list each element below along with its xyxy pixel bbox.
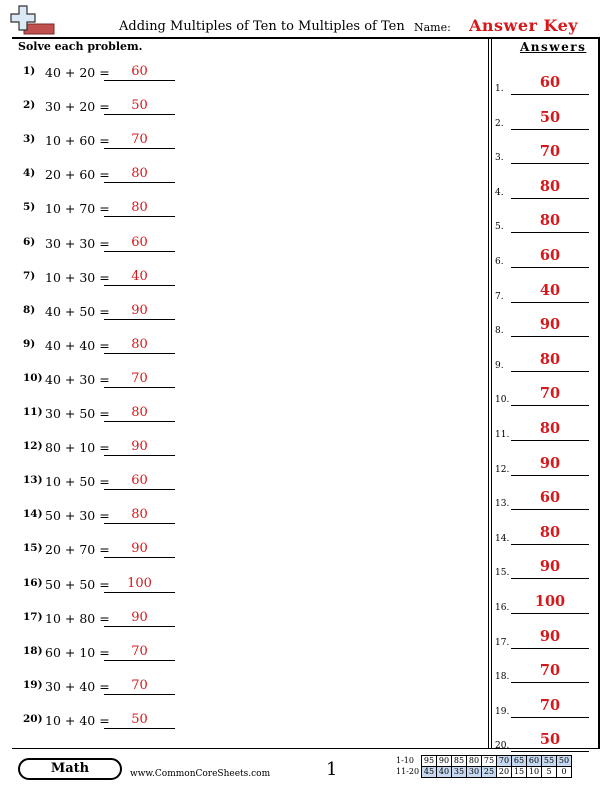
answer-line xyxy=(104,660,175,661)
score-cell: 20 xyxy=(497,767,512,778)
problem-number: 18) xyxy=(23,644,43,657)
problem-answer: 50 xyxy=(131,98,148,114)
problem-answer: 60 xyxy=(131,234,148,250)
problem-expression: 10 + 50 = xyxy=(45,474,110,490)
problem-answer: 40 xyxy=(131,268,148,284)
answer-key-value: 70 xyxy=(539,696,561,714)
problem-number: 20) xyxy=(23,712,43,725)
problem-expression: 40 + 50 = xyxy=(45,303,110,319)
answer-key-line xyxy=(511,198,589,199)
answer-line xyxy=(104,592,175,593)
answer-key-value: 100 xyxy=(534,593,566,610)
problem-answer: 60 xyxy=(131,473,148,489)
answer-key-line xyxy=(511,371,589,372)
answer-line xyxy=(104,148,175,149)
score-cell: 40 xyxy=(437,767,452,778)
answer-line xyxy=(104,455,175,456)
answer-line xyxy=(104,114,175,115)
answer-key-line xyxy=(511,336,589,337)
problem-expression: 30 + 30 = xyxy=(45,235,110,251)
problem-expression: 10 + 30 = xyxy=(45,269,110,285)
answer-key-line xyxy=(511,232,589,233)
answer-key-value: 80 xyxy=(539,212,561,230)
problem-answer: 90 xyxy=(131,302,148,318)
score-cell: 75 xyxy=(482,756,497,767)
score-table xyxy=(396,755,572,778)
score-cell: 30 xyxy=(467,767,482,778)
answer-key-number: 1. xyxy=(495,84,504,94)
problem-number: 1) xyxy=(23,65,36,77)
answer-key-number: 8. xyxy=(495,326,504,337)
answer-key-number: 5. xyxy=(495,222,504,233)
plus-and-minus-logo-icon xyxy=(10,4,56,38)
answer-key-line xyxy=(511,578,589,579)
score-cell: 5 xyxy=(542,767,557,778)
answer-key-number: 3. xyxy=(495,153,504,164)
problem-number: 19) xyxy=(23,678,43,691)
answer-key-line xyxy=(511,129,589,130)
problem-number: 7) xyxy=(23,269,36,282)
answer-key-number: 13. xyxy=(495,499,510,510)
answer-key-number: 4. xyxy=(495,187,504,198)
problem-answer: 80 xyxy=(131,200,148,216)
problem-expression: 40 + 30 = xyxy=(45,371,110,387)
score-cell: 45 xyxy=(422,767,437,778)
problem-answer: 90 xyxy=(131,439,148,455)
answer-line xyxy=(104,694,175,695)
answer-key-value: 80 xyxy=(539,523,561,541)
problem-expression: 40 + 20 = xyxy=(45,65,110,80)
answer-key-line xyxy=(511,94,589,95)
site-url: www.CommonCoreSheets.com xyxy=(130,769,271,779)
problem-answer: 80 xyxy=(131,405,148,420)
problem-expression: 20 + 70 = xyxy=(45,542,110,558)
name-label: Name: xyxy=(414,21,451,34)
score-cell: 25 xyxy=(482,767,497,778)
score-cell: 10 xyxy=(527,767,542,778)
answer-key-number: 20. xyxy=(495,741,510,752)
problem-answer: 80 xyxy=(131,166,148,182)
problem-number: 9) xyxy=(23,337,36,350)
answer-key-line xyxy=(511,302,589,303)
score-row xyxy=(396,756,572,767)
problem-number: 3) xyxy=(23,133,36,146)
answer-line xyxy=(104,421,175,422)
answer-key-value: 70 xyxy=(539,143,561,161)
answer-line xyxy=(104,216,175,217)
problem-answer: 90 xyxy=(131,609,148,625)
answer-line xyxy=(104,557,175,558)
problem-expression: 10 + 70 = xyxy=(45,201,110,217)
worksheet-title: Adding Multiples of Ten to Multiples of Ten xyxy=(119,19,405,34)
answers-heading: Answers xyxy=(520,40,587,54)
problem-expression: 10 + 80 = xyxy=(45,610,110,626)
answer-key-number: 17. xyxy=(495,637,510,648)
answer-key-label: Answer Key xyxy=(469,16,579,35)
instructions: Solve each problem. xyxy=(18,40,143,53)
problem-answer: 80 xyxy=(131,507,148,523)
score-cell: 65 xyxy=(512,756,527,767)
answer-line xyxy=(104,353,175,354)
answer-key-number: 7. xyxy=(495,291,504,302)
problem-number: 10) xyxy=(23,371,43,384)
answer-key-number: 16. xyxy=(495,603,510,613)
score-cell: 55 xyxy=(542,756,557,767)
answer-key-line xyxy=(511,267,589,268)
problem-answer: 70 xyxy=(131,370,148,386)
problem-expression: 30 + 20 = xyxy=(45,99,110,115)
problem-expression: 40 + 40 = xyxy=(45,337,110,353)
score-row xyxy=(396,767,572,778)
answer-key-number: 9. xyxy=(495,360,504,371)
problem-expression: 30 + 50 = xyxy=(45,406,110,421)
problem-number: 6) xyxy=(23,235,36,248)
answer-key-line xyxy=(511,163,589,164)
answer-key-value: 70 xyxy=(539,662,561,680)
problem-expression: 30 + 40 = xyxy=(45,678,110,694)
answer-key-value: 80 xyxy=(539,420,561,437)
problem-number: 8) xyxy=(23,303,36,316)
problem-answer: 80 xyxy=(131,336,148,352)
answer-key-number: 6. xyxy=(495,257,504,267)
answer-line xyxy=(104,285,175,286)
problem-number: 5) xyxy=(23,201,36,214)
answer-key-number: 14. xyxy=(495,533,510,544)
answer-key-line xyxy=(511,613,589,614)
problem-expression: 80 + 10 = xyxy=(45,440,110,456)
answer-line xyxy=(104,523,175,524)
score-cell: 50 xyxy=(557,756,572,767)
answer-line xyxy=(104,387,175,388)
answer-key-value: 60 xyxy=(539,489,561,507)
problem-number: 11) xyxy=(23,406,43,418)
score-cell: 90 xyxy=(437,756,452,767)
answer-key-value: 50 xyxy=(539,108,561,126)
answer-line xyxy=(104,251,175,252)
score-row-label: 1-10 xyxy=(396,756,414,765)
score-cell: 60 xyxy=(527,756,542,767)
answer-key-line xyxy=(511,682,589,683)
answer-key-value: 90 xyxy=(539,627,561,645)
score-cell: 35 xyxy=(452,767,467,778)
answer-key-number: 11. xyxy=(495,430,510,440)
score-cell: 70 xyxy=(497,756,512,767)
answer-key-value: 90 xyxy=(539,316,561,334)
answer-column-divider-inner xyxy=(491,37,492,749)
problem-number: 2) xyxy=(23,99,36,112)
problem-answer: 60 xyxy=(131,64,148,79)
problem-answer: 50 xyxy=(131,711,148,727)
problem-expression: 10 + 60 = xyxy=(45,133,110,149)
score-cell: 0 xyxy=(557,767,572,778)
answer-column-divider xyxy=(488,37,489,749)
answer-key-value: 40 xyxy=(539,281,561,299)
problem-number: 13) xyxy=(23,474,43,487)
answer-key-line xyxy=(511,440,589,441)
score-cell: 95 xyxy=(422,756,437,767)
answer-key-value: 90 xyxy=(539,454,561,472)
problem-expression: 60 + 10 = xyxy=(45,644,110,660)
problem-answer: 70 xyxy=(131,132,148,148)
answer-key-line xyxy=(511,648,589,649)
answer-key-line xyxy=(511,509,589,510)
score-cell: 15 xyxy=(512,767,527,778)
answer-line xyxy=(104,728,175,729)
problem-number: 16) xyxy=(23,576,43,589)
answer-key-line xyxy=(511,475,589,476)
answer-key-number: 18. xyxy=(495,672,510,683)
problem-number: 15) xyxy=(23,542,43,555)
answer-line xyxy=(104,80,175,81)
problem-number: 14) xyxy=(23,508,43,521)
answer-key-value: 60 xyxy=(539,74,561,91)
score-cell: 85 xyxy=(452,756,467,767)
answer-key-number: 10. xyxy=(495,395,510,406)
page-number: 1 xyxy=(326,759,338,780)
answer-key-value: 80 xyxy=(539,350,561,368)
right-border xyxy=(598,37,600,749)
answer-line xyxy=(104,626,175,627)
answer-key-number: 12. xyxy=(495,464,510,475)
answer-key-value: 60 xyxy=(539,247,561,264)
answer-key-number: 2. xyxy=(495,118,504,129)
score-row-label: 11-20 xyxy=(396,767,420,776)
subject-badge: Math xyxy=(18,758,122,780)
answer-key-line xyxy=(511,544,589,545)
score-cell: 80 xyxy=(467,756,482,767)
answer-key-number: 19. xyxy=(495,706,510,717)
problem-expression: 50 + 50 = xyxy=(45,576,110,592)
answer-line xyxy=(104,489,175,490)
answer-key-value: 70 xyxy=(539,385,561,403)
answer-line xyxy=(104,182,175,183)
problem-expression: 10 + 40 = xyxy=(45,712,110,728)
answer-key-value: 80 xyxy=(539,177,561,195)
answer-line xyxy=(104,319,175,320)
problem-expression: 20 + 60 = xyxy=(45,167,110,183)
answer-key-value: 90 xyxy=(539,558,561,576)
header-divider xyxy=(12,37,600,39)
answer-key-line xyxy=(511,717,589,718)
problem-number: 17) xyxy=(23,610,43,623)
problem-number: 12) xyxy=(23,440,43,453)
answer-key-line xyxy=(511,751,589,752)
problem-answer: 100 xyxy=(127,575,152,591)
problem-answer: 70 xyxy=(131,643,148,659)
problem-number: 4) xyxy=(23,167,36,180)
answer-key-number: 15. xyxy=(495,568,510,579)
problem-answer: 90 xyxy=(131,541,148,557)
answer-key-line xyxy=(511,405,589,406)
problem-expression: 50 + 30 = xyxy=(45,508,110,524)
problem-answer: 70 xyxy=(131,677,148,693)
answer-key-value: 50 xyxy=(539,731,561,749)
